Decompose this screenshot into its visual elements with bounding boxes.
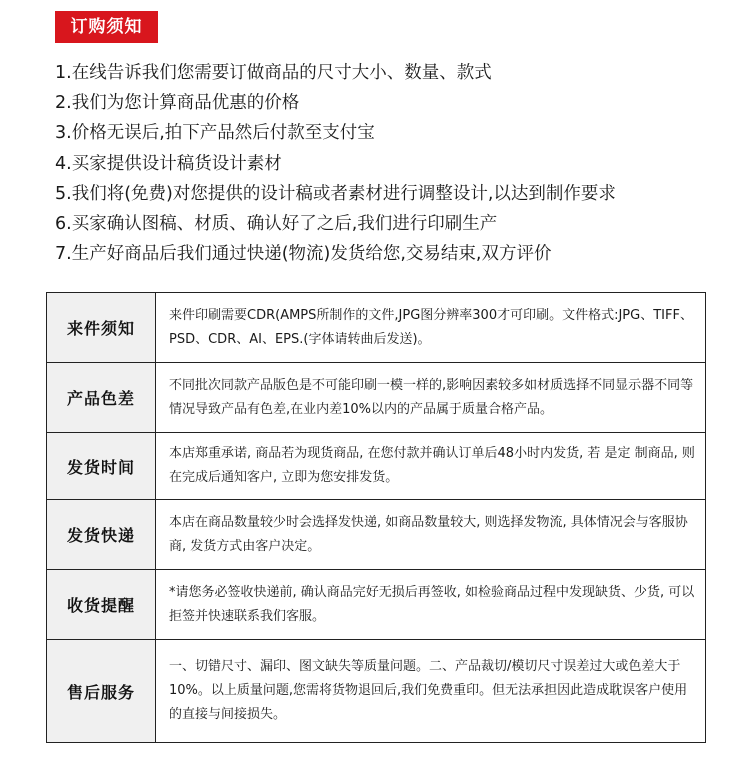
row-label-shipping-time: 发货时间 (47, 433, 156, 500)
row-text-courier: 本店在商品数量较少时会选择发快递, 如商品数量较大, 则选择发物流, 具体情况会与客服协商, 发货方式由客户决定。 (156, 500, 706, 570)
step-item: 4.买家提供设计稿货设计素材 (55, 153, 282, 174)
row-label-incoming-files: 来件须知 (47, 293, 156, 363)
row-text-incoming-files: 来件印刷需要CDR(AMPS所制作的文件,JPG图分辨率300才可印刷。文件格式:JPG、TIFF、PSD、CDR、AI、EPS.(字体请转曲后发送)。 (156, 293, 706, 363)
row-text-color-difference: 不同批次同款产品版色是不可能印刷一模一样的,影响因素较多如材质选择不同显示器不同等情况导致产品有色差,在业内差10%以内的产品属于质量合格产品。 (156, 363, 706, 433)
row-text-receipt-reminder: *请您务必签收快递前, 确认商品完好无损后再签收, 如检验商品过程中发现缺货、少货, 可以拒签并快速联系我们客服。 (156, 570, 706, 640)
row-label-receipt-reminder: 收货提醒 (47, 570, 156, 640)
step-item: 3.价格无误后,拍下产品然后付款至支付宝 (55, 123, 375, 144)
table-row (47, 433, 706, 500)
row-label-after-sales: 售后服务 (47, 640, 156, 743)
row-text-shipping-time: 本店郑重承诺, 商品若为现货商品, 在您付款并确认订单后48小时内发货, 若 是定 制商品, 则在完成后通知客户, 立即为您安排发货。 (156, 433, 706, 500)
step-item: 1.在线告诉我们您需要订做商品的尺寸大小、数量、款式 (55, 63, 492, 83)
table-row (47, 363, 706, 433)
row-label-courier: 发货快递 (47, 500, 156, 570)
table-row (47, 293, 706, 363)
row-text-after-sales: 一、切错尺寸、漏印、图文缺失等质量问题。二、产品裁切/模切尺寸误差过大或色差大于10%。以上质量问题,您需将货物退回后,我们免费重印。但无法承担因此造成耽误客户使用的直接与间接损失。 (156, 640, 706, 743)
section-title-badge: 订购须知 (55, 11, 158, 43)
table-row (47, 570, 706, 640)
order-steps-list (55, 58, 616, 269)
step-item: 2.我们为您计算商品优惠的价格 (55, 93, 300, 114)
row-label-color-difference: 产品色差 (47, 363, 156, 433)
table-row (47, 500, 706, 570)
table-row (47, 640, 706, 743)
step-item: 7.生产好商品后我们通过快递(物流)发货给您,交易结束,双方评价 (55, 244, 552, 265)
step-item: 6.买家确认图稿、材质、确认好了之后,我们进行印刷生产 (55, 213, 498, 234)
notice-table (46, 292, 706, 743)
step-item: 5.我们将(免费)对您提供的设计稿或者素材进行调整设计,以达到制作要求 (55, 183, 616, 204)
